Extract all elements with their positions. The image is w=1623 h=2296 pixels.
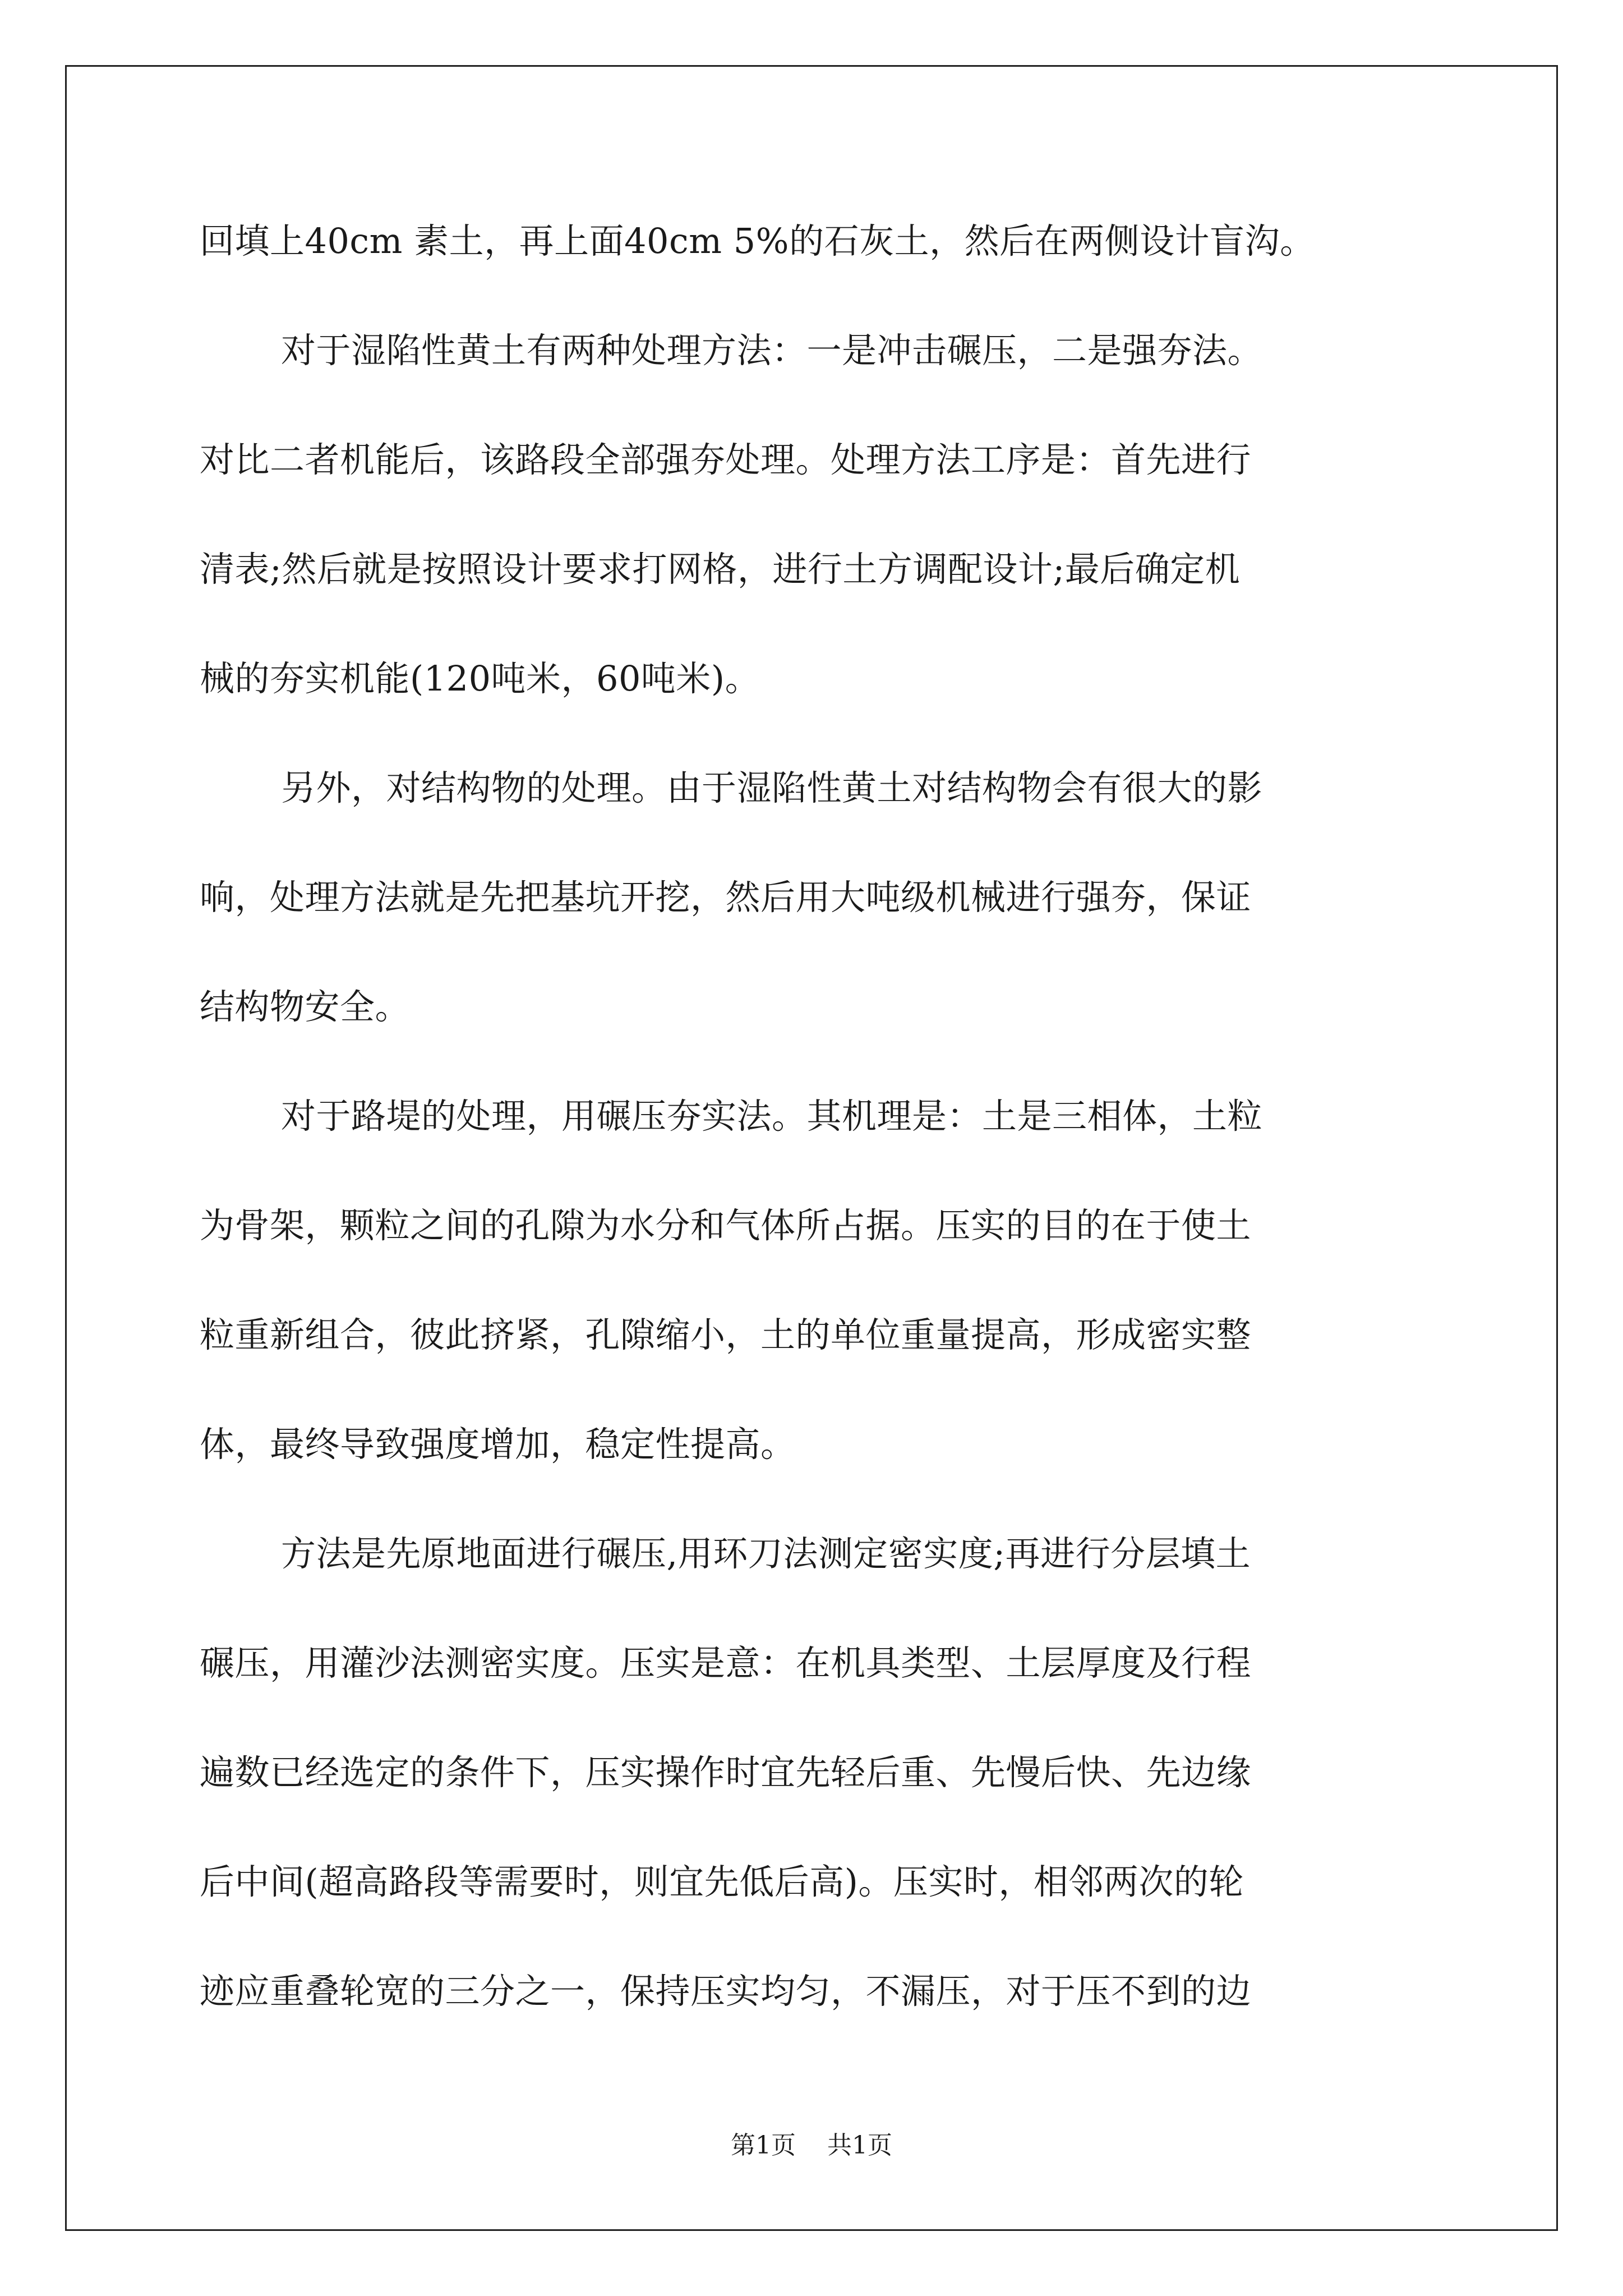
page-footer xyxy=(0,2129,1623,2162)
text-line: 对比二者机能后，该路段全部强夯处理。处理方法工序是：首先进行 xyxy=(200,439,1252,480)
text-line: 为骨架，颗粒之间的孔隙为水分和气体所占据。压实的目的在于使土 xyxy=(200,1205,1252,1246)
text-line: 方法是先原地面进行碾压,用环刀法测定密实度;再进行分层填土 xyxy=(281,1533,1251,1574)
text-line: 对于湿陷性黄土有两种处理方法：一是冲击碾压，二是强夯法。 xyxy=(281,330,1263,371)
text-line: 清表;然后就是按照设计要求打网格，进行土方调配设计;最后确定机 xyxy=(200,549,1241,590)
text-line: 粒重新组合，彼此挤紧，孔隙缩小，土的单位重量提高，形成密实整 xyxy=(200,1314,1252,1355)
text-line: 械的夯实机能(120吨米，60吨米)。 xyxy=(200,658,760,699)
text-line: 后中间(超高路段等需要时，则宜先低后高)。压实时，相邻两次的轮 xyxy=(200,1861,1244,1902)
text-line: 遍数已经选定的条件下，压实操作时宜先轻后重、先慢后快、先边缘 xyxy=(200,1752,1252,1793)
text-line: 另外，对结构物的处理。由于湿陷性黄土对结构物会有很大的影 xyxy=(281,767,1263,808)
text-line: 回填上40cm 素土，再上面40cm 5%的石灰土，然后在两侧设计盲沟。 xyxy=(200,220,1315,261)
text-line: 对于路堤的处理，用碾压夯实法。其机理是：土是三相体，土粒 xyxy=(281,1096,1263,1137)
page-number: 第1页 xyxy=(731,2131,796,2160)
text-line: 体，最终导致强度增加，稳定性提高。 xyxy=(200,1424,796,1465)
text-line: 响，处理方法就是先把基坑开挖，然后用大吨级机械进行强夯，保证 xyxy=(200,877,1252,918)
text-line: 迹应重叠轮宽的三分之一，保持压实均匀，不漏压，对于压不到的边 xyxy=(200,1971,1252,2012)
text-line: 结构物安全。 xyxy=(200,986,411,1027)
text-line: 碾压，用灌沙法测密实度。压实是意：在机具类型、土层厚度及行程 xyxy=(200,1642,1252,1683)
page-total: 共1页 xyxy=(827,2131,892,2160)
document-body xyxy=(200,208,1428,2067)
